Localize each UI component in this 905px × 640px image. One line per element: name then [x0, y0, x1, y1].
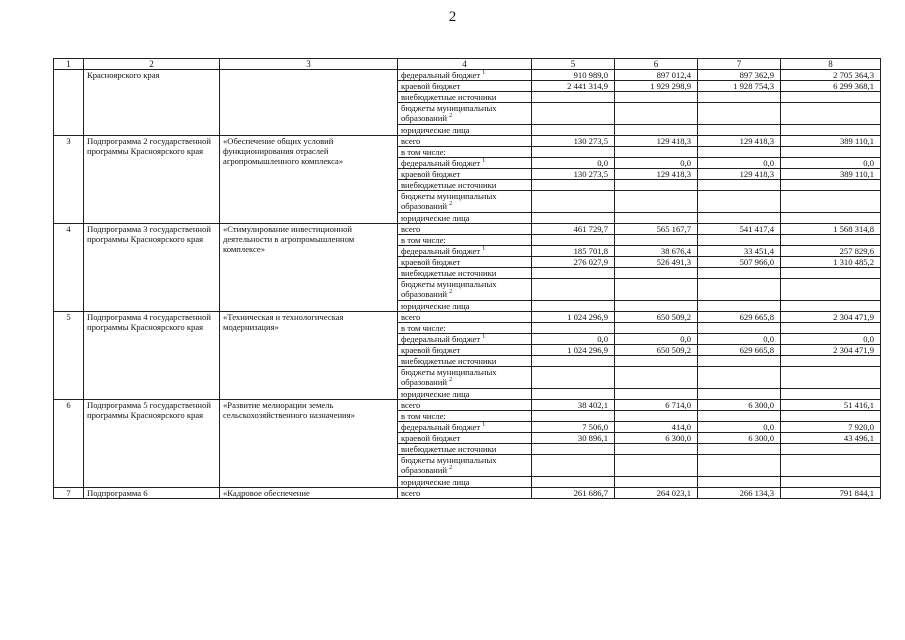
value-cell	[532, 356, 615, 367]
program-title: «Развитие мелиорации земель сельскохозяйственного назначения»	[220, 400, 398, 488]
program-title: «Обеспечение общих условий функционирования отраслей агропромышленного комплекса»	[220, 136, 398, 224]
header-cell: 4	[398, 59, 532, 70]
header-cell: 1	[54, 59, 84, 70]
value-cell: 51 416,1	[781, 400, 881, 411]
funding-source-cell	[398, 224, 532, 235]
value-cell: 1 024 296,9	[532, 312, 615, 323]
header-cell: 8	[781, 59, 881, 70]
value-cell	[532, 444, 615, 455]
value-cell: 129 418,3	[615, 169, 698, 180]
value-cell: 897 362,9	[698, 70, 781, 81]
program-name: Подпрограмма 2 государственной программы Красноярского края	[84, 136, 220, 224]
value-cell: 1 024 296,9	[532, 345, 615, 356]
value-cell	[698, 235, 781, 246]
value-cell: 130 273,5	[532, 169, 615, 180]
value-cell	[615, 268, 698, 279]
funding-source-label: краевой бюджет	[401, 257, 461, 267]
funding-source-cell	[398, 488, 532, 499]
value-cell	[532, 323, 615, 334]
value-cell: 650 509,2	[615, 345, 698, 356]
value-cell	[698, 92, 781, 103]
value-cell: 185 701,8	[532, 246, 615, 257]
value-cell	[698, 323, 781, 334]
funding-source-label: краевой бюджет	[401, 169, 461, 179]
table-row	[54, 488, 881, 499]
value-cell	[532, 92, 615, 103]
funding-source-cell	[398, 136, 532, 147]
footnote-mark: 1	[482, 334, 486, 341]
value-cell: 0,0	[698, 158, 781, 169]
funding-source-cell	[398, 444, 532, 455]
value-cell	[781, 356, 881, 367]
table-row	[54, 400, 881, 411]
value-cell: 30 896,1	[532, 433, 615, 444]
value-cell	[698, 356, 781, 367]
program-title	[220, 70, 398, 136]
funding-source-cell	[398, 125, 532, 136]
value-cell: 629 665,8	[698, 312, 781, 323]
value-cell: 6 300,0	[698, 433, 781, 444]
value-cell	[532, 477, 615, 488]
value-cell: 0,0	[781, 158, 881, 169]
funding-source-label: всего	[401, 400, 421, 410]
value-cell	[698, 444, 781, 455]
funding-source-cell	[398, 246, 532, 257]
funding-source-cell	[398, 334, 532, 345]
value-cell: 1 929 298,9	[615, 81, 698, 92]
value-cell: 565 167,7	[615, 224, 698, 235]
funding-source-label: всего	[401, 488, 421, 498]
value-cell	[532, 411, 615, 422]
value-cell	[532, 367, 615, 389]
funding-source-label: всего	[401, 136, 421, 146]
program-name: Красноярского края	[84, 70, 220, 136]
footnote-mark: 2	[449, 201, 453, 208]
funding-source-cell	[398, 356, 532, 367]
value-cell	[615, 125, 698, 136]
funding-source-cell	[398, 235, 532, 246]
value-cell	[698, 103, 781, 125]
value-cell: 0,0	[698, 334, 781, 345]
value-cell	[781, 268, 881, 279]
footnote-mark: 1	[482, 158, 486, 165]
value-cell	[615, 279, 698, 301]
funding-source-cell	[398, 312, 532, 323]
row-number: 3	[54, 136, 84, 224]
value-cell	[532, 455, 615, 477]
program-title: «Кадровое обеспечение	[220, 488, 398, 499]
funding-source-label: федеральный бюджет	[401, 246, 481, 256]
value-cell	[781, 92, 881, 103]
value-cell	[615, 444, 698, 455]
value-cell: 650 509,2	[615, 312, 698, 323]
value-cell	[781, 301, 881, 312]
value-cell	[532, 301, 615, 312]
funding-source-label: краевой бюджет	[401, 433, 461, 443]
header-cell: 3	[220, 59, 398, 70]
funding-source-label: внебюджетные источники	[401, 444, 497, 454]
value-cell	[781, 147, 881, 158]
value-cell: 2 705 364,3	[781, 70, 881, 81]
value-cell: 7 506,0	[532, 422, 615, 433]
funding-source-label: внебюджетные источники	[401, 180, 497, 190]
program-name: Подпрограмма 4 государственной программы Красноярского края	[84, 312, 220, 400]
value-cell	[615, 92, 698, 103]
funding-source-label: юридические лица	[401, 477, 470, 487]
header-cell: 2	[84, 59, 220, 70]
table-row	[54, 224, 881, 235]
value-cell: 6 300,0	[698, 400, 781, 411]
funding-source-label: юридические лица	[401, 389, 470, 399]
value-cell	[781, 477, 881, 488]
row-number: 5	[54, 312, 84, 400]
value-cell	[615, 180, 698, 191]
funding-source-cell	[398, 323, 532, 334]
table-row	[54, 312, 881, 323]
value-cell: 389 110,1	[781, 169, 881, 180]
funding-source-label: в том числе:	[401, 147, 446, 157]
footnote-mark: 2	[449, 289, 453, 296]
footnote-mark: 2	[449, 465, 453, 472]
value-cell	[532, 268, 615, 279]
value-cell: 0,0	[532, 158, 615, 169]
table-row	[54, 136, 881, 147]
value-cell: 38 402,1	[532, 400, 615, 411]
header-cell: 6	[615, 59, 698, 70]
value-cell	[698, 455, 781, 477]
funding-source-label: внебюджетные источники	[401, 92, 497, 102]
value-cell	[698, 213, 781, 224]
value-cell	[532, 103, 615, 125]
funding-source-cell	[398, 279, 532, 301]
row-number: 4	[54, 224, 84, 312]
value-cell	[532, 389, 615, 400]
value-cell	[698, 180, 781, 191]
value-cell	[698, 125, 781, 136]
value-cell: 43 496,1	[781, 433, 881, 444]
funding-source-label: юридические лица	[401, 125, 470, 135]
funding-source-cell	[398, 213, 532, 224]
value-cell	[781, 367, 881, 389]
value-cell	[781, 125, 881, 136]
footnote-mark: 2	[449, 377, 453, 384]
footnote-mark: 1	[482, 70, 486, 77]
value-cell	[532, 213, 615, 224]
value-cell: 897 012,4	[615, 70, 698, 81]
value-cell: 1 928 754,3	[698, 81, 781, 92]
value-cell	[615, 356, 698, 367]
value-cell	[698, 411, 781, 422]
value-cell	[615, 147, 698, 158]
value-cell: 0,0	[532, 334, 615, 345]
value-cell: 6 299 368,1	[781, 81, 881, 92]
funding-source-label: бюджеты муниципальных образований	[401, 367, 497, 387]
funding-source-cell	[398, 169, 532, 180]
funding-source-label: бюджеты муниципальных образований	[401, 455, 497, 475]
value-cell: 526 491,3	[615, 257, 698, 268]
value-cell	[698, 477, 781, 488]
value-cell	[698, 191, 781, 213]
funding-source-label: бюджеты муниципальных образований	[401, 279, 497, 299]
program-title: «Стимулирование инвестиционной деятельности в агропромышленном комплексе»	[220, 224, 398, 312]
value-cell	[698, 268, 781, 279]
value-cell: 0,0	[698, 422, 781, 433]
footnote-mark: 1	[482, 422, 486, 429]
value-cell	[698, 389, 781, 400]
funding-source-cell	[398, 433, 532, 444]
value-cell	[615, 191, 698, 213]
value-cell	[615, 301, 698, 312]
value-cell: 129 418,3	[615, 136, 698, 147]
budget-table	[53, 58, 881, 499]
funding-source-label: юридические лица	[401, 301, 470, 311]
value-cell	[615, 367, 698, 389]
value-cell	[781, 323, 881, 334]
header-cell: 5	[532, 59, 615, 70]
value-cell	[698, 147, 781, 158]
value-cell	[781, 191, 881, 213]
funding-source-cell	[398, 301, 532, 312]
value-cell	[781, 411, 881, 422]
funding-source-cell	[398, 257, 532, 268]
funding-source-label: краевой бюджет	[401, 81, 461, 91]
funding-source-label: федеральный бюджет	[401, 70, 481, 80]
value-cell	[532, 180, 615, 191]
funding-source-cell	[398, 70, 532, 81]
value-cell: 389 110,1	[781, 136, 881, 147]
value-cell	[532, 191, 615, 213]
funding-source-label: всего	[401, 312, 421, 322]
value-cell: 129 418,3	[698, 169, 781, 180]
funding-source-label: федеральный бюджет	[401, 158, 481, 168]
value-cell: 1 310 485,2	[781, 257, 881, 268]
funding-source-cell	[398, 147, 532, 158]
footnote-mark: 1	[482, 246, 486, 253]
program-name: Подпрограмма 3 государственной программы Красноярского края	[84, 224, 220, 312]
value-cell: 130 273,5	[532, 136, 615, 147]
value-cell: 0,0	[615, 334, 698, 345]
page-number: 2	[448, 9, 457, 25]
header-row	[54, 59, 881, 70]
funding-source-cell	[398, 455, 532, 477]
funding-source-cell	[398, 191, 532, 213]
funding-source-cell	[398, 103, 532, 125]
value-cell	[532, 235, 615, 246]
funding-source-cell	[398, 367, 532, 389]
value-cell	[781, 235, 881, 246]
value-cell: 1 568 314,8	[781, 224, 881, 235]
value-cell: 541 417,4	[698, 224, 781, 235]
program-title: «Техническая и технологическая модернизация»	[220, 312, 398, 400]
funding-source-label: краевой бюджет	[401, 345, 461, 355]
value-cell: 2 441 314,9	[532, 81, 615, 92]
value-cell: 6 300,0	[615, 433, 698, 444]
value-cell	[532, 279, 615, 301]
value-cell: 33 451,4	[698, 246, 781, 257]
value-cell	[781, 213, 881, 224]
value-cell	[615, 213, 698, 224]
funding-source-label: федеральный бюджет	[401, 334, 481, 344]
funding-source-cell	[398, 268, 532, 279]
row-number: 7	[54, 488, 84, 499]
funding-source-label: федеральный бюджет	[401, 422, 481, 432]
funding-source-label: всего	[401, 224, 421, 234]
funding-source-label: юридические лица	[401, 213, 470, 223]
header-cell: 7	[698, 59, 781, 70]
funding-source-label: в том числе:	[401, 323, 446, 333]
value-cell	[532, 125, 615, 136]
funding-source-cell	[398, 477, 532, 488]
value-cell	[781, 279, 881, 301]
value-cell: 38 676,4	[615, 246, 698, 257]
funding-source-label: внебюджетные источники	[401, 356, 497, 366]
value-cell: 629 665,8	[698, 345, 781, 356]
value-cell: 507 966,0	[698, 257, 781, 268]
value-cell: 7 920,0	[781, 422, 881, 433]
row-number	[54, 70, 84, 136]
value-cell: 257 829,6	[781, 246, 881, 257]
funding-source-cell	[398, 345, 532, 356]
value-cell: 261 686,7	[532, 488, 615, 499]
funding-source-cell	[398, 411, 532, 422]
value-cell	[781, 180, 881, 191]
value-cell	[698, 301, 781, 312]
row-number: 6	[54, 400, 84, 488]
value-cell	[698, 279, 781, 301]
value-cell	[615, 389, 698, 400]
funding-source-cell	[398, 180, 532, 191]
value-cell	[615, 235, 698, 246]
funding-source-label: бюджеты муниципальных образований	[401, 103, 497, 123]
funding-source-cell	[398, 81, 532, 92]
value-cell: 264 023,1	[615, 488, 698, 499]
value-cell: 276 027,9	[532, 257, 615, 268]
value-cell	[615, 323, 698, 334]
value-cell: 414,0	[615, 422, 698, 433]
value-cell	[781, 389, 881, 400]
funding-source-cell	[398, 92, 532, 103]
value-cell: 2 304 471,9	[781, 345, 881, 356]
value-cell: 910 989,0	[532, 70, 615, 81]
funding-source-label: внебюджетные источники	[401, 268, 497, 278]
value-cell: 129 418,3	[698, 136, 781, 147]
value-cell	[615, 477, 698, 488]
funding-source-label: в том числе:	[401, 411, 446, 421]
value-cell: 0,0	[615, 158, 698, 169]
value-cell: 0,0	[781, 334, 881, 345]
value-cell	[532, 147, 615, 158]
program-name: Подпрограмма 5 государственной программы Красноярского края	[84, 400, 220, 488]
value-cell: 6 714,0	[615, 400, 698, 411]
value-cell	[781, 444, 881, 455]
value-cell	[781, 455, 881, 477]
value-cell	[615, 411, 698, 422]
value-cell	[781, 103, 881, 125]
value-cell: 266 134,3	[698, 488, 781, 499]
value-cell	[615, 455, 698, 477]
funding-source-cell	[398, 400, 532, 411]
funding-source-cell	[398, 422, 532, 433]
funding-source-cell	[398, 158, 532, 169]
value-cell	[615, 103, 698, 125]
table-row	[54, 70, 881, 81]
funding-source-cell	[398, 389, 532, 400]
footnote-mark: 2	[449, 113, 453, 120]
value-cell: 791 844,1	[781, 488, 881, 499]
funding-source-label: бюджеты муниципальных образований	[401, 191, 497, 211]
value-cell: 461 729,7	[532, 224, 615, 235]
value-cell: 2 304 471,9	[781, 312, 881, 323]
value-cell	[698, 367, 781, 389]
funding-source-label: в том числе:	[401, 235, 446, 245]
program-name: Подпрограмма 6	[84, 488, 220, 499]
